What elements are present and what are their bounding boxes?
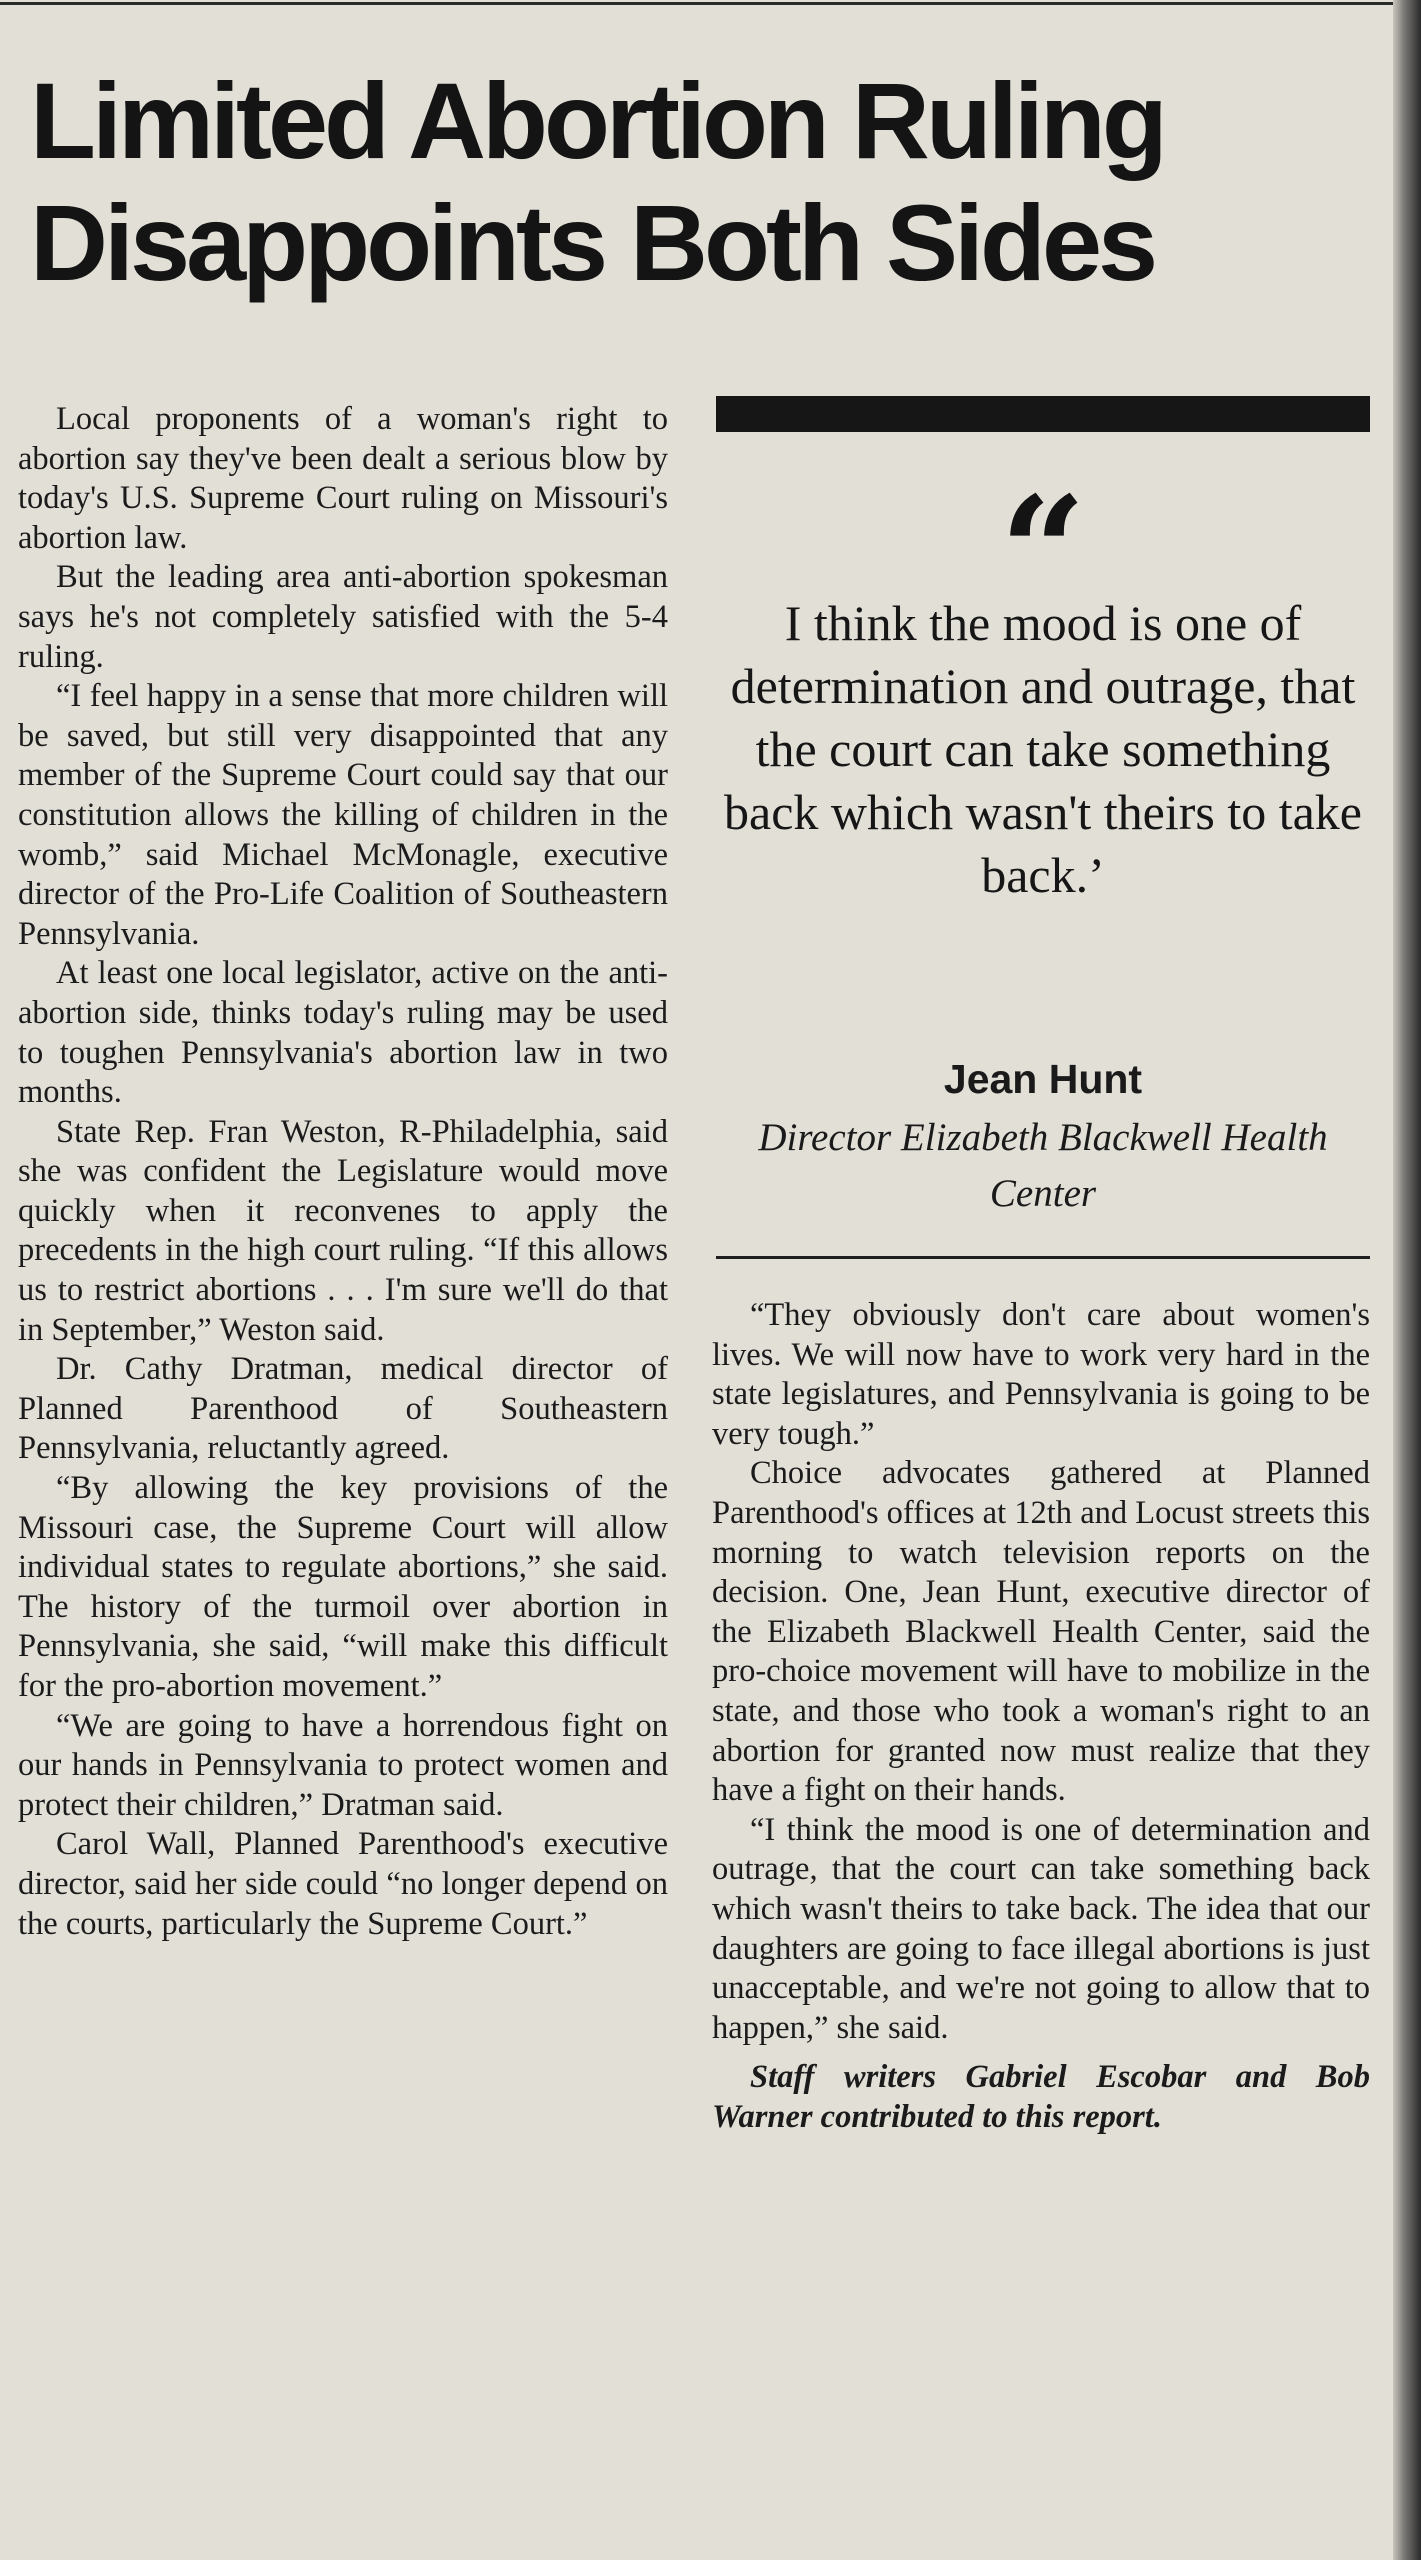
pull-quote-name: Jean Hunt (943, 1056, 1143, 1102)
article-paragraph: “They obviously don't care about women's lives. We will now have to work very hard in the state legislatures, and Pennsylvania is going to be very tough.” (712, 1297, 1370, 1452)
page-edge-shadow (1393, 0, 1421, 2560)
pull-quote-rule (716, 1256, 1370, 1259)
article-paragraph: “We are going to have a horrendous fight on our hands in Pennsylvania to protect women and protect their children,” Dratman said. (18, 1707, 668, 1823)
top-rule (0, 2, 1393, 5)
headline-line-1: Limited Abortion Ruling (30, 60, 1164, 181)
article-paragraph: “I think the mood is one of determination and outrage, that the court can take something back which wasn't theirs to take back. The idea that our daughters are going to face illegal abortions is just unacceptable, and we're not going to allow that to happen,” she said. (712, 1811, 1370, 2046)
article-paragraph: But the leading area anti-abortion spokesman says he's not completely satisfied with the 5-4 ruling. (18, 559, 668, 675)
article-paragraph: Dr. Cathy Dratman, medical director of Planned Parenthood of Southeastern Pennsylvania, reluctantly agreed. (18, 1351, 668, 1467)
pull-quote-title: Director Elizabeth Blackwell Health Center (758, 1116, 1328, 1215)
quote-mark-icon: “ (999, 464, 1087, 640)
article-paragraph: “By allowing the key provisions of the Missouri case, the Supreme Court will allow individual states to regulate abortions,” she said. The history of the turmoil over abortion in Pennsylvania, she said, “will make this difficult for the pro-abortion movement.” (18, 1470, 668, 1704)
article-paragraph: At least one local legislator, active on the anti-abortion side, thinks today's ruling may be used to toughen Pennsylvania's abortion law in two months. (18, 955, 668, 1111)
article-paragraph: Local proponents of a woman's right to abortion say they've been dealt a serious blow by today's U.S. Supreme Court ruling on Missouri's abortion law. (18, 401, 668, 556)
article-paragraph: State Rep. Fran Weston, R-Philadelphia, said she was confident the Legislature would move quickly when it reconvenes to apply the precedents in the high court ruling. “If this allows us to restrict abortions . . . I'm sure we'll do that in September,” Weston said. (18, 1113, 668, 1348)
headline (30, 60, 1390, 304)
pull-quote-bar (716, 396, 1370, 432)
article-paragraph: “I feel happy in a sense that more children will be saved, but still very disappointed that any member of the Supreme Court could say that our constitution allows the killing of children in the womb,” said Michael McMonagle, executive director of the Pro-Life Coalition of Southeastern Pennsylvania. (18, 678, 668, 952)
article-left-column (18, 400, 668, 1944)
pull-quote-text: I think the mood is one of determination and outrage, that the court can take something back which wasn't theirs to take back.’ (724, 595, 1362, 903)
article-paragraph: Choice advocates gathered at Planned Parenthood's offices at 12th and Locust streets this morning to watch television reports on the decision. One, Jean Hunt, executive director of the Elizabeth Blackwell Health Center, said the pro-choice movement will have to mobilize in the state, and those who took a woman's right to an abortion for granted now must realize that they have a fight on their hands. (712, 1455, 1370, 1809)
article-paragraph: Carol Wall, Planned Parenthood's executive director, said her side could “no longer depend on the courts, particularly the Supreme Court.” (18, 1826, 668, 1942)
article-right-column (712, 1296, 1370, 2137)
headline-line-2: Disappoints Both Sides (30, 182, 1155, 303)
staff-credit: Staff writers Gabriel Escobar and Bob Warner contributed to this report. (712, 2059, 1370, 2135)
